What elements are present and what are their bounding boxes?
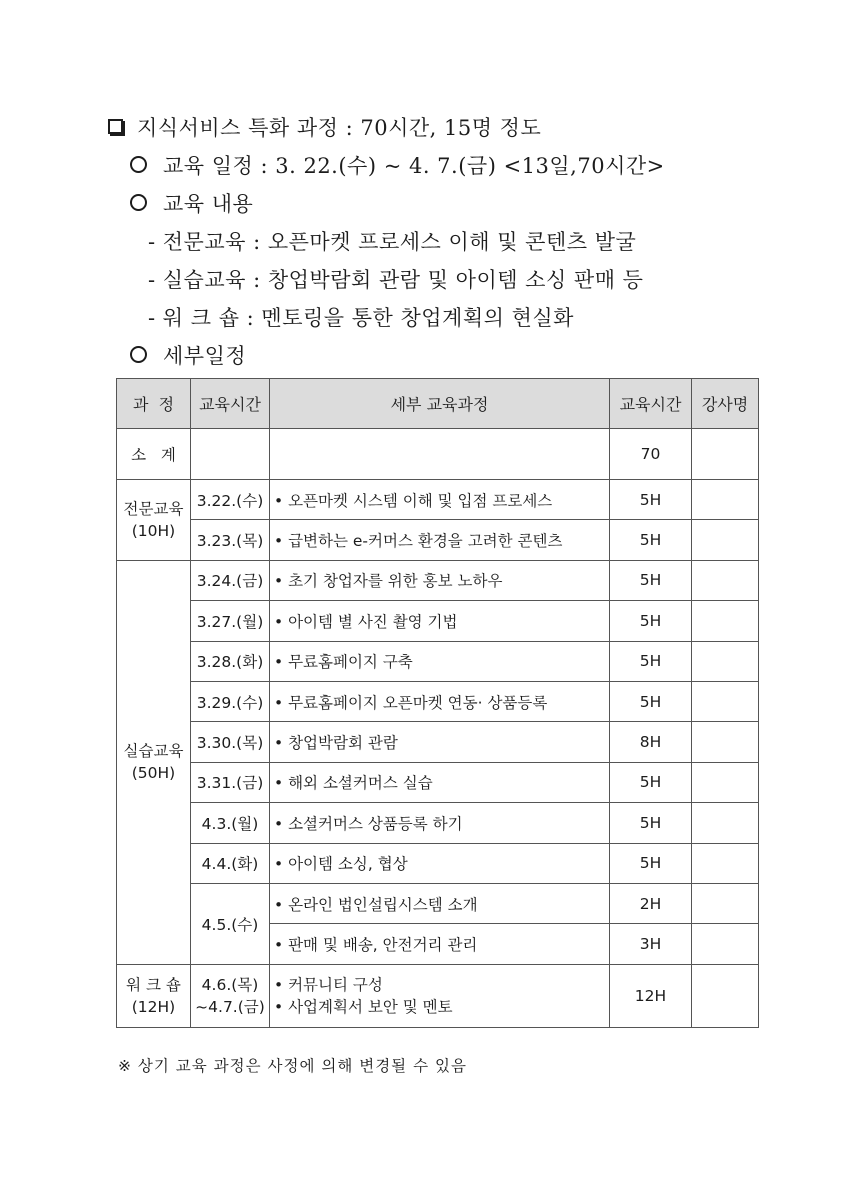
row-hours: 3H [610,924,692,964]
row-date: 3.27.(월) [191,601,270,641]
table-row [117,883,759,923]
table-row [117,560,759,600]
workshop-desc-line: • 사업계획서 보안 및 멘토 [274,997,453,1016]
header-hours: 교육시간 [610,379,692,429]
row-hours: 8H [610,722,692,762]
row-date: 3.28.(화) [191,641,270,681]
square-bullet-icon [108,119,123,134]
circle-bullet-icon [130,194,147,211]
table-row [117,843,759,883]
schedule-line: 교육 일정 : 3. 22.(수) ~ 4. 7.(금) <13일,70시간> [130,150,665,180]
workshop-date [191,964,270,1027]
group-label: 워 크 숍 (12H) [117,964,191,1027]
row-date: 4.5.(수) [191,883,270,964]
row-hours: 2H [610,883,692,923]
schedule-table [116,378,759,1028]
row-date: 4.4.(화) [191,843,270,883]
content-title: 교육 내용 [130,188,253,218]
row-hours: 5H [610,520,692,560]
row-hours: 5H [610,560,692,600]
subtotal-label: 소 계 [117,429,191,480]
row-date: 4.3.(월) [191,803,270,843]
header-instructor: 강사명 [692,379,759,429]
table-row [117,762,759,802]
footnote: ※ 상기 교육 과정은 사정에 의해 변경될 수 있음 [118,1057,467,1075]
table-row [117,641,759,681]
row-date: 3.30.(목) [191,722,270,762]
row-desc: • 해외 소셜커머스 실습 [270,762,610,802]
row-desc: • 오픈마켓 시스템 이해 및 입점 프로세스 [270,480,610,520]
row-desc: • 아이템 소싱, 협상 [270,843,610,883]
content-item: - 실습교육 : 창업박람회 관람 및 아이템 소싱 판매 등 [148,268,644,292]
detail-title: 세부일정 [130,340,246,370]
row-date: 3.31.(금) [191,762,270,802]
row-hours: 5H [610,762,692,802]
table-row [117,601,759,641]
table-row [117,803,759,843]
row-date: 3.24.(금) [191,560,270,600]
table-row [117,520,759,560]
row-desc: • 초기 창업자를 위한 홍보 노하우 [270,560,610,600]
circle-bullet-icon [130,346,147,363]
workshop-desc [270,964,610,1027]
workshop-desc-line: • 커뮤니티 구성 [274,975,383,994]
content-item: - 전문교육 : 오픈마켓 프로세스 이해 및 콘텐츠 발굴 [148,230,637,254]
row-desc: • 무료홈페이지 구축 [270,641,610,681]
table-header-row [117,379,759,429]
table-row [117,480,759,520]
group-label: 실습교육 (50H) [117,560,191,964]
row-desc: • 판매 및 배송, 안전거리 관리 [270,924,610,964]
row-hours: 5H [610,803,692,843]
row-date: 3.22.(수) [191,480,270,520]
table-row [117,681,759,721]
row-hours: 5H [610,843,692,883]
group-label: 전문교육 (10H) [117,480,191,561]
row-hours: 5H [610,601,692,641]
row-date: 3.23.(목) [191,520,270,560]
row-desc: • 창업박람회 관람 [270,722,610,762]
workshop-date-end: ~4.7.(금) [195,997,265,1016]
row-desc: • 무료홈페이지 오픈마켓 연동· 상품등록 [270,681,610,721]
row-hours: 5H [610,480,692,520]
table-row [117,722,759,762]
header-date: 교육시간 [191,379,270,429]
section-heading: 지식서비스 특화 과정 : 70시간, 15명 정도 [108,112,541,142]
row-date: 3.29.(수) [191,681,270,721]
subtotal-hours: 70 [610,429,692,480]
circle-bullet-icon [130,156,147,173]
header-course: 과 정 [117,379,191,429]
row-desc: • 소셜커머스 상품등록 하기 [270,803,610,843]
workshop-date-start: 4.6.(목) [201,975,259,994]
row-desc: • 급변하는 e-커머스 환경을 고려한 콘텐츠 [270,520,610,560]
row-desc: • 온라인 법인설립시스템 소개 [270,883,610,923]
subtotal-row [117,429,759,480]
row-hours: 5H [610,681,692,721]
content-item: - 워 크 숍 : 멘토링을 통한 창업계획의 현실화 [148,306,574,330]
workshop-hours: 12H [610,964,692,1027]
workshop-row [117,964,759,1027]
header-detail: 세부 교육과정 [270,379,610,429]
row-hours: 5H [610,641,692,681]
row-desc: • 아이템 별 사진 촬영 기법 [270,601,610,641]
